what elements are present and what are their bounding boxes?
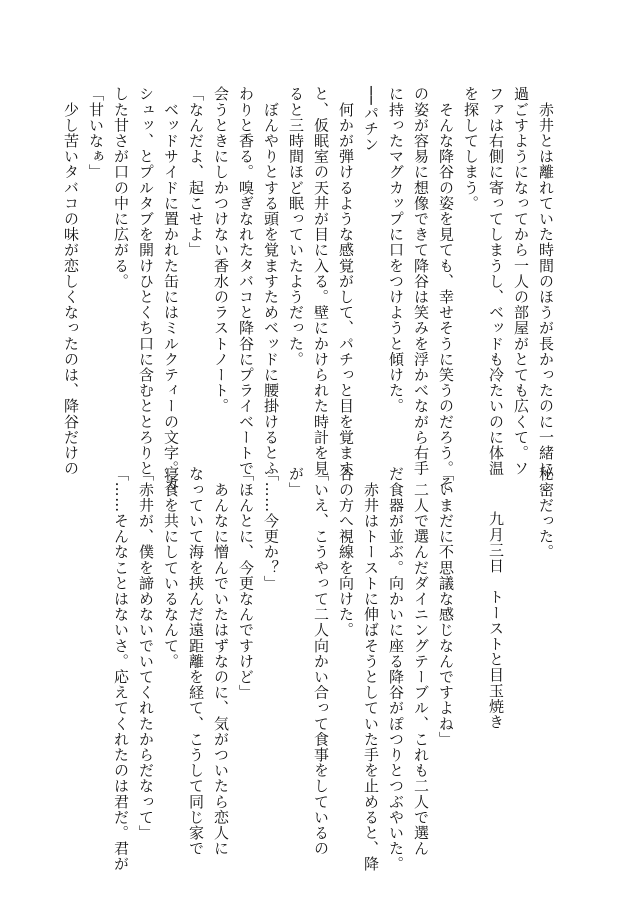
text-line: ると三時間ほど眠っていたようだった。 [287,86,305,367]
text-line: シュッ、とプルタブを開けひとくち口に含むととろりと [137,86,155,476]
text-line: と、仮眠室の天井が目に入る。壁にかけられた時計を見 [312,86,330,476]
text-line: 赤井はトーストに伸ばそうとしていた手を止めると、降 [362,466,380,872]
blank-line [508,466,533,816]
text-line: ベッドサイドに置かれた缶にはミルクティーの文字。カ [162,86,180,492]
text-line: だ食器が並ぶ。向かいに座る降谷がぽつりとつぶやいた。 [387,466,405,872]
text-line: 「……そんなことはないさ。応えてくれたのは君だ。君が [112,466,130,872]
text-line: が」 [287,466,305,498]
text-line: 「ほんとに、今更なんですけど」 [237,466,255,700]
chapter-heading: 九月三日 トーストと目玉焼き [487,511,505,730]
text-line: ファは右側に寄ってしまうし、ベッドも冷たいのに体温 [487,86,505,476]
text-line: 秘密だった。 [537,466,555,560]
text-line: なっていて海を挟んだ遠距離を経て、こうして同じ家で [187,466,205,856]
text-line: 少し苦いタバコの味が恋しくなったのは、降谷だけの [62,86,80,476]
text-line: 「甘いなぁ」 [87,86,105,180]
blank-line [458,466,483,816]
text-line: そんな降谷の姿を見ても、幸せそうに笑うのだろう。そ [437,86,455,492]
text-line: に持ったマグカップに口をつけようと傾けた。 [387,86,405,414]
text-line: を探してしまう。 [462,86,480,211]
text-line: ──パチン [362,86,380,153]
upper-text-block [58,86,558,492]
text-line: 二人で選んだダイニングテーブル、これも二人で選ん [412,466,430,856]
text-line: 「いえ、こうやって二人向かい合って食事をしているの [312,466,330,856]
text-line: の姿が容易に想像できて降谷は笑みを浮かべながら右手 [412,86,430,476]
text-line: 「なんだよ、起こせよ」 [187,86,205,258]
text-line: 会うときにしかつけない香水のラストノート。 [212,86,230,414]
lower-text-block [108,466,558,872]
text-line: 寝食を共にしているなんて。 [162,466,180,669]
text-line: わりと香る。嗅ぎなれたタバコと降谷にプライベートで [237,86,255,476]
text-line: 何かが弾けるような感覚がして、パチっと目を覚ます [337,86,355,476]
text-line: 「いまだに不思議な感じなんですよね」 [437,466,455,747]
text-line: あんなに憎んでいたはずなのに、気がついたら恋人に [212,466,230,856]
text-line: 谷の方へ視線を向けた。 [337,466,355,638]
text-line: ぼんやりとする頭を覚ますためベッドに腰掛けるとふ [262,86,280,476]
text-line: 赤井とは離れていた時間のほうが長かったのに一緒に [537,86,555,476]
text-line: 過ごすようになってから一人の部屋がとても広くて。ソ [512,86,530,476]
text-line: 「……今更か？」 [262,466,280,591]
text-line: した甘さが口の中に広がる。 [112,86,130,289]
text-line: 「赤井が、僕を諦めないでいてくれたからだなって」 [137,466,155,841]
